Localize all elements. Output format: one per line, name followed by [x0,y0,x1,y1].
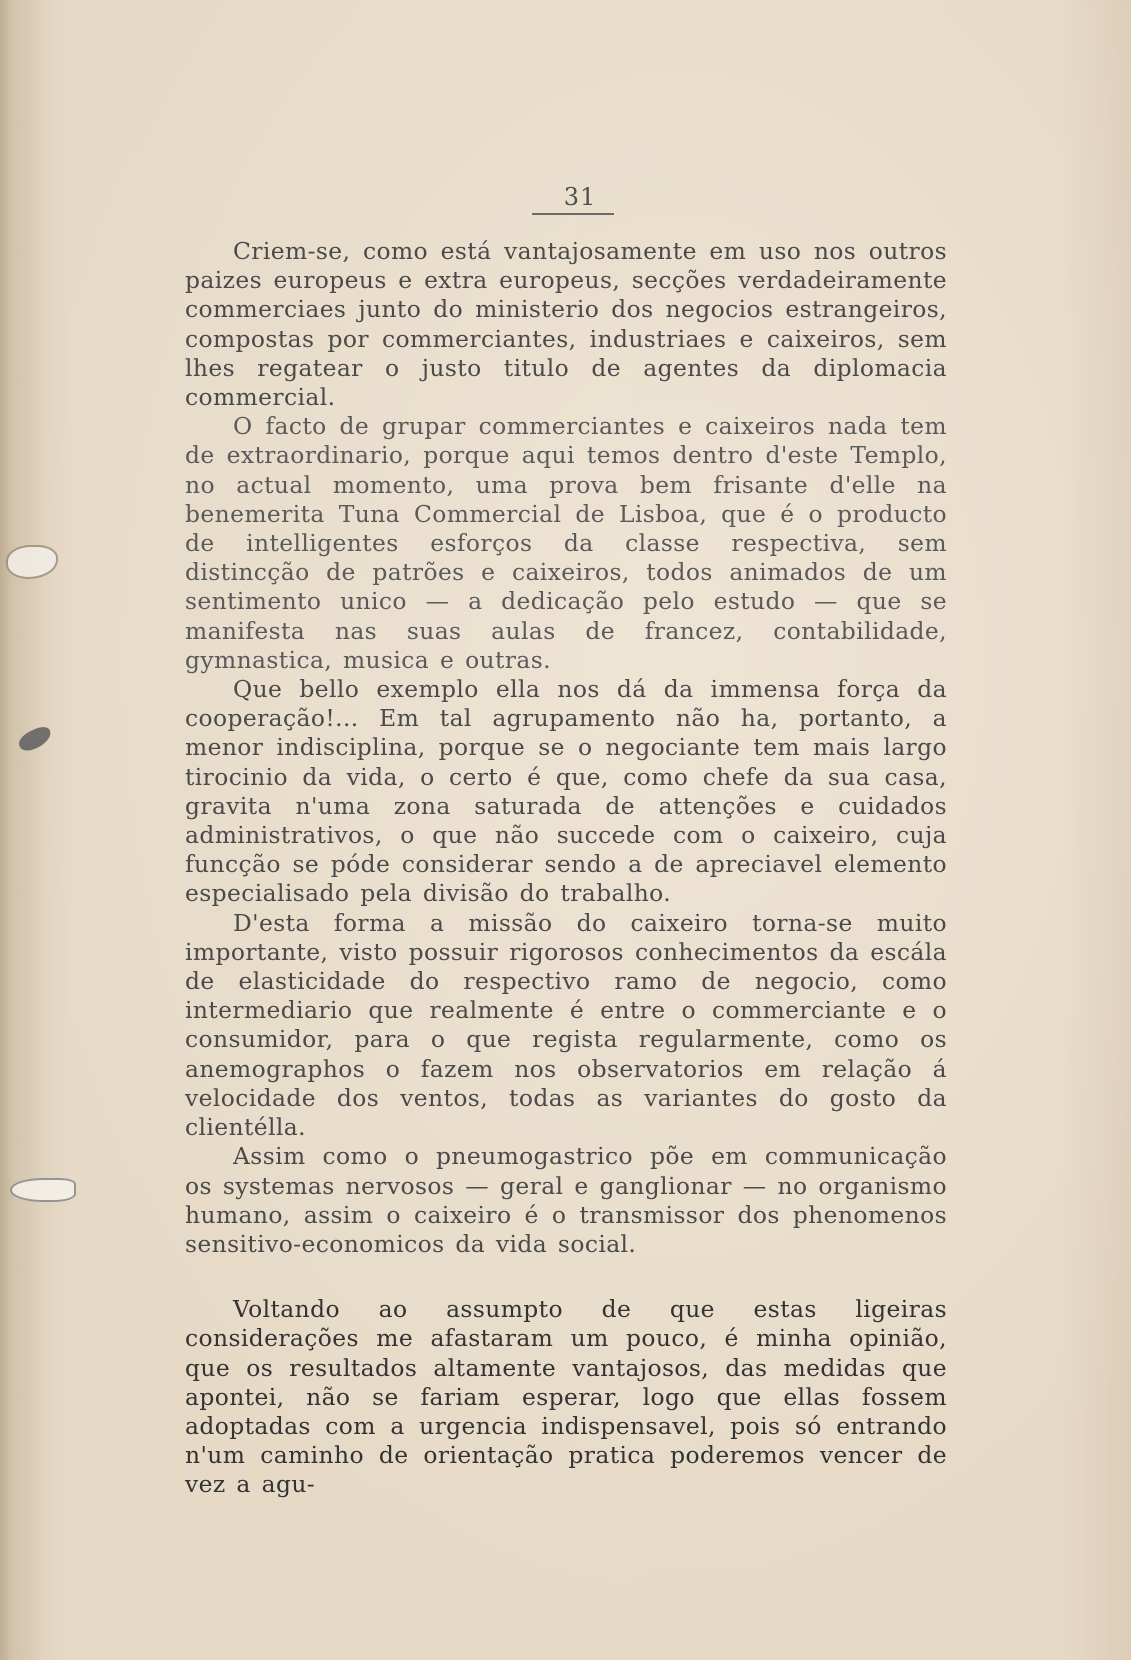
page-number: 31 [563,183,597,211]
paragraph: Assim como o pneumogastrico põe em communicação os systemas nervosos — geral e ganglionar — no organismo humano, assim o caixeiro é o transmissor dos phenomenos sensitivo-economicos da vida social. [185,1142,947,1258]
section-gap [185,1259,947,1295]
page-number-rule [532,213,614,215]
binding-edge [0,0,42,1660]
paper-tear-mark [6,545,58,579]
paragraph: Criem-se, como está vantajosamente em uso nos outros paizes europeus e extra europeus, secções verdadeiramente commerciaes junto do ministerio dos negocios estrangeiros, compostas por commerciantes, industriaes e caixeiros, sem lhes regatear o justo titulo de agentes da diplomacia commercial. [185,237,947,412]
paragraph: O facto de grupar commerciantes e caixeiros nada tem de extraordinario, porque aqui temos dentro d'este Templo, no actual momento, uma prova bem frisante d'elle na benemerita Tuna Commercial de Lisboa, que é o producto de intelligentes esforços da classe respectiva, sem distincção de patrões e caixeiros, todos animados de um sentimento unico — a dedicação pelo estudo — que se manifesta nas suas aulas de francez, contabilidade, gymnastica, musica e outras. [185,412,947,674]
paragraph: Voltando ao assumpto de que estas ligeiras considerações me afastaram um pouco, é minha opinião, que os resultados altamente vantajosos, das medidas que apontei, não se fariam esperar, logo que ellas fossem adoptadas com a urgencia indispensavel, pois só entrando n'um caminho de orientação pratica poderemos vencer de vez a agu- [185,1295,947,1499]
body-text [185,237,947,1500]
paper-tear-mark [10,1178,76,1202]
paragraph: Que bello exemplo ella nos dá da immensa força da cooperação!... Em tal agrupamento não ha, portanto, a menor indisciplina, porque se o negociante tem mais largo tirocinio da vida, o certo é que, como chefe da sua casa, gravita n'uma zona saturada de attenções e cuidados administrativos, o que não succede com o caixeiro, cuja funcção se póde considerar sendo a de apreciavel elemento especialisado pela divisão do trabalho. [185,675,947,908]
paragraph: D'esta forma a missão do caixeiro torna-se muito importante, visto possuir rigorosos conhecimentos da escála de elasticidade do respectivo ramo de negocio, como intermediario que realmente é entre o commerciante e o consumidor, para o que regista regularmente, como os anemographos o fazem nos observatorios em relação á velocidade dos ventos, todas as variantes do gosto da clientélla. [185,908,947,1142]
